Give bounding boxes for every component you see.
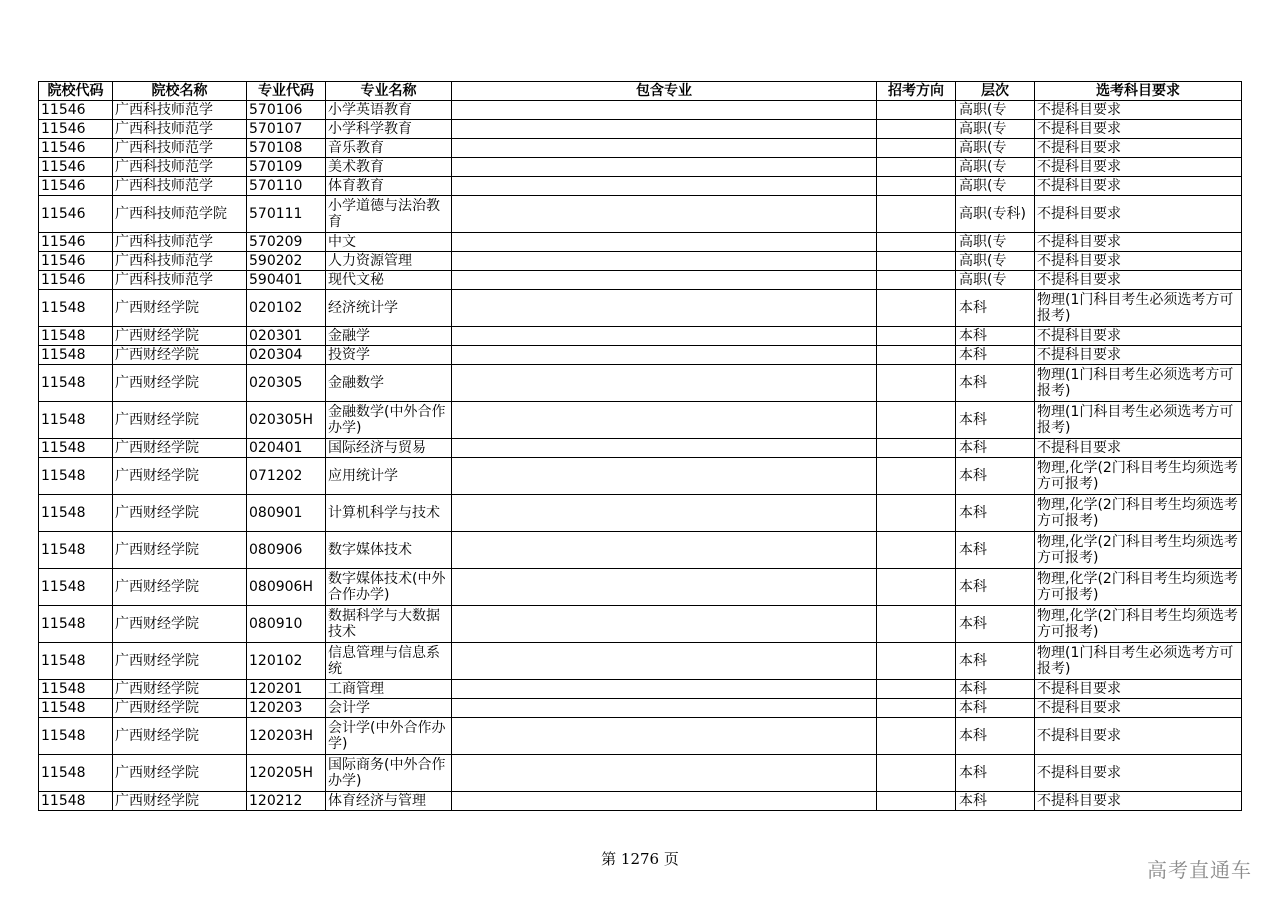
cell-major-code: 120201 <box>247 680 326 699</box>
cell-included-majors <box>452 402 877 439</box>
table-row <box>39 680 1242 699</box>
table-row <box>39 532 1242 569</box>
cell-direction <box>877 139 956 158</box>
cell-school-code: 11546 <box>39 196 113 233</box>
cell-school-code: 11548 <box>39 439 113 458</box>
cell-major-name: 工商管理 <box>326 680 452 699</box>
cell-school-name: 广西财经学院 <box>113 439 247 458</box>
cell-major-name: 数字媒体技术(中外合作办学) <box>326 569 452 606</box>
cell-subject-requirement: 物理,化学(2门科目考生均须选考方可报考) <box>1035 569 1242 606</box>
cell-major-name: 金融数学(中外合作办学) <box>326 402 452 439</box>
cell-included-majors <box>452 532 877 569</box>
cell-major-code: 120203 <box>247 699 326 718</box>
cell-direction <box>877 177 956 196</box>
cell-school-code: 11546 <box>39 158 113 177</box>
cell-major-code: 080906 <box>247 532 326 569</box>
cell-level: 高职(专 <box>956 177 1035 196</box>
cell-subject-requirement: 不提科目要求 <box>1035 139 1242 158</box>
cell-level: 本科 <box>956 290 1035 327</box>
cell-level: 本科 <box>956 346 1035 365</box>
cell-major-code: 020305H <box>247 402 326 439</box>
cell-subject-requirement: 不提科目要求 <box>1035 120 1242 139</box>
cell-school-name: 广西财经学院 <box>113 365 247 402</box>
cell-level: 本科 <box>956 755 1035 792</box>
cell-major-code: 570108 <box>247 139 326 158</box>
table-row <box>39 606 1242 643</box>
cell-major-code: 020305 <box>247 365 326 402</box>
cell-school-name: 广西财经学院 <box>113 699 247 718</box>
cell-school-code: 11548 <box>39 699 113 718</box>
admission-table <box>38 81 1242 811</box>
header-level: 层次 <box>956 82 1035 101</box>
cell-direction <box>877 532 956 569</box>
cell-direction <box>877 346 956 365</box>
cell-level: 高职(专 <box>956 271 1035 290</box>
cell-school-name: 广西财经学院 <box>113 290 247 327</box>
cell-major-code: 570110 <box>247 177 326 196</box>
cell-included-majors <box>452 439 877 458</box>
table-row <box>39 569 1242 606</box>
table-row <box>39 643 1242 680</box>
cell-included-majors <box>452 458 877 495</box>
cell-included-majors <box>452 327 877 346</box>
table-row <box>39 402 1242 439</box>
cell-school-name: 广西财经学院 <box>113 402 247 439</box>
cell-major-name: 音乐教育 <box>326 139 452 158</box>
cell-major-name: 体育经济与管理 <box>326 792 452 811</box>
table-row <box>39 233 1242 252</box>
cell-direction <box>877 718 956 755</box>
cell-subject-requirement: 不提科目要求 <box>1035 792 1242 811</box>
cell-school-name: 广西科技师范学 <box>113 139 247 158</box>
cell-direction <box>877 252 956 271</box>
cell-school-code: 11548 <box>39 402 113 439</box>
cell-major-name: 美术教育 <box>326 158 452 177</box>
table-row <box>39 120 1242 139</box>
table-row <box>39 271 1242 290</box>
cell-school-name: 广西财经学院 <box>113 569 247 606</box>
cell-major-code: 020401 <box>247 439 326 458</box>
cell-school-code: 11548 <box>39 346 113 365</box>
cell-included-majors <box>452 101 877 120</box>
header-row <box>39 82 1242 101</box>
cell-level: 本科 <box>956 680 1035 699</box>
cell-subject-requirement: 不提科目要求 <box>1035 699 1242 718</box>
cell-level: 本科 <box>956 532 1035 569</box>
page-number: 第 1276 页 <box>601 850 679 868</box>
cell-direction <box>877 569 956 606</box>
cell-level: 本科 <box>956 699 1035 718</box>
cell-subject-requirement: 不提科目要求 <box>1035 755 1242 792</box>
cell-major-code: 071202 <box>247 458 326 495</box>
cell-included-majors <box>452 606 877 643</box>
cell-included-majors <box>452 346 877 365</box>
cell-level: 本科 <box>956 792 1035 811</box>
cell-major-code: 120205H <box>247 755 326 792</box>
cell-subject-requirement: 物理(1门科目考生必须选考方可报考) <box>1035 643 1242 680</box>
cell-subject-requirement: 不提科目要求 <box>1035 680 1242 699</box>
cell-direction <box>877 271 956 290</box>
cell-school-name: 广西科技师范学 <box>113 101 247 120</box>
cell-direction <box>877 402 956 439</box>
cell-subject-requirement: 不提科目要求 <box>1035 439 1242 458</box>
cell-subject-requirement: 不提科目要求 <box>1035 158 1242 177</box>
cell-school-code: 11546 <box>39 101 113 120</box>
cell-level: 本科 <box>956 569 1035 606</box>
table-row <box>39 346 1242 365</box>
cell-major-code: 120203H <box>247 718 326 755</box>
table-body <box>39 101 1242 811</box>
cell-direction <box>877 458 956 495</box>
cell-school-code: 11548 <box>39 606 113 643</box>
cell-direction <box>877 643 956 680</box>
cell-subject-requirement: 不提科目要求 <box>1035 196 1242 233</box>
cell-school-code: 11548 <box>39 290 113 327</box>
header-major-name: 专业名称 <box>326 82 452 101</box>
cell-school-name: 广西科技师范学院 <box>113 196 247 233</box>
cell-subject-requirement: 不提科目要求 <box>1035 271 1242 290</box>
header-school-name: 院校名称 <box>113 82 247 101</box>
table-row <box>39 139 1242 158</box>
table-row <box>39 252 1242 271</box>
cell-direction <box>877 680 956 699</box>
cell-subject-requirement: 物理,化学(2门科目考生均须选考方可报考) <box>1035 606 1242 643</box>
cell-school-code: 11548 <box>39 792 113 811</box>
table-row <box>39 458 1242 495</box>
table-row <box>39 365 1242 402</box>
table-row <box>39 718 1242 755</box>
cell-included-majors <box>452 755 877 792</box>
cell-included-majors <box>452 643 877 680</box>
cell-level: 高职(专 <box>956 139 1035 158</box>
cell-school-name: 广西财经学院 <box>113 495 247 532</box>
cell-subject-requirement: 不提科目要求 <box>1035 346 1242 365</box>
table-row <box>39 290 1242 327</box>
cell-major-name: 现代文秘 <box>326 271 452 290</box>
cell-direction <box>877 158 956 177</box>
cell-major-name: 会计学 <box>326 699 452 718</box>
cell-major-name: 国际经济与贸易 <box>326 439 452 458</box>
cell-major-name: 国际商务(中外合作办学) <box>326 755 452 792</box>
cell-school-name: 广西财经学院 <box>113 346 247 365</box>
cell-subject-requirement: 物理,化学(2门科目考生均须选考方可报考) <box>1035 532 1242 569</box>
cell-school-name: 广西财经学院 <box>113 643 247 680</box>
cell-level: 高职(专 <box>956 120 1035 139</box>
table-row <box>39 699 1242 718</box>
cell-direction <box>877 233 956 252</box>
table-row <box>39 177 1242 196</box>
cell-major-code: 590401 <box>247 271 326 290</box>
cell-direction <box>877 606 956 643</box>
cell-subject-requirement: 物理,化学(2门科目考生均须选考方可报考) <box>1035 458 1242 495</box>
header-subject-requirement: 选考科目要求 <box>1035 82 1242 101</box>
cell-school-code: 11548 <box>39 643 113 680</box>
cell-subject-requirement: 物理(1门科目考生必须选考方可报考) <box>1035 290 1242 327</box>
cell-included-majors <box>452 158 877 177</box>
cell-school-name: 广西科技师范学 <box>113 177 247 196</box>
cell-direction <box>877 755 956 792</box>
cell-direction <box>877 495 956 532</box>
cell-subject-requirement: 物理(1门科目考生必须选考方可报考) <box>1035 402 1242 439</box>
cell-school-name: 广西科技师范学 <box>113 158 247 177</box>
cell-major-code: 570107 <box>247 120 326 139</box>
cell-school-name: 广西科技师范学 <box>113 233 247 252</box>
table-row <box>39 495 1242 532</box>
cell-subject-requirement: 不提科目要求 <box>1035 718 1242 755</box>
cell-school-name: 广西财经学院 <box>113 718 247 755</box>
cell-school-code: 11546 <box>39 271 113 290</box>
cell-direction <box>877 792 956 811</box>
cell-level: 本科 <box>956 365 1035 402</box>
cell-level: 本科 <box>956 606 1035 643</box>
cell-school-code: 11546 <box>39 233 113 252</box>
cell-level: 本科 <box>956 718 1035 755</box>
cell-included-majors <box>452 365 877 402</box>
cell-major-name: 金融数学 <box>326 365 452 402</box>
cell-major-name: 计算机科学与技术 <box>326 495 452 532</box>
cell-included-majors <box>452 290 877 327</box>
table-row <box>39 755 1242 792</box>
cell-level: 高职(专 <box>956 158 1035 177</box>
cell-included-majors <box>452 495 877 532</box>
cell-major-name: 小学科学教育 <box>326 120 452 139</box>
cell-direction <box>877 101 956 120</box>
table-row <box>39 792 1242 811</box>
cell-major-code: 020304 <box>247 346 326 365</box>
cell-level: 高职(专 <box>956 233 1035 252</box>
cell-major-name: 信息管理与信息系统 <box>326 643 452 680</box>
cell-level: 本科 <box>956 402 1035 439</box>
cell-major-name: 数字媒体技术 <box>326 532 452 569</box>
cell-included-majors <box>452 699 877 718</box>
table-row <box>39 158 1242 177</box>
cell-subject-requirement: 不提科目要求 <box>1035 233 1242 252</box>
cell-school-code: 11546 <box>39 252 113 271</box>
cell-school-name: 广西财经学院 <box>113 680 247 699</box>
cell-major-name: 应用统计学 <box>326 458 452 495</box>
cell-school-name: 广西科技师范学 <box>113 252 247 271</box>
cell-major-name: 小学道德与法治教育 <box>326 196 452 233</box>
cell-direction <box>877 327 956 346</box>
cell-direction <box>877 290 956 327</box>
cell-major-code: 570111 <box>247 196 326 233</box>
cell-major-code: 080901 <box>247 495 326 532</box>
cell-school-code: 11546 <box>39 139 113 158</box>
cell-subject-requirement: 不提科目要求 <box>1035 327 1242 346</box>
cell-included-majors <box>452 139 877 158</box>
cell-major-name: 会计学(中外合作办学) <box>326 718 452 755</box>
cell-school-name: 广西财经学院 <box>113 458 247 495</box>
table-row <box>39 327 1242 346</box>
cell-included-majors <box>452 233 877 252</box>
cell-level: 高职(专 <box>956 101 1035 120</box>
cell-direction <box>877 365 956 402</box>
cell-school-code: 11548 <box>39 569 113 606</box>
cell-school-name: 广西科技师范学 <box>113 120 247 139</box>
cell-school-code: 11548 <box>39 495 113 532</box>
cell-major-name: 数据科学与大数据技术 <box>326 606 452 643</box>
cell-subject-requirement: 不提科目要求 <box>1035 177 1242 196</box>
cell-direction <box>877 699 956 718</box>
cell-direction <box>877 439 956 458</box>
table-row <box>39 439 1242 458</box>
cell-major-code: 120212 <box>247 792 326 811</box>
cell-major-name: 中文 <box>326 233 452 252</box>
cell-school-name: 广西财经学院 <box>113 755 247 792</box>
cell-school-name: 广西财经学院 <box>113 532 247 569</box>
cell-school-code: 11548 <box>39 327 113 346</box>
cell-major-name: 体育教育 <box>326 177 452 196</box>
cell-major-code: 590202 <box>247 252 326 271</box>
cell-school-code: 11548 <box>39 458 113 495</box>
cell-school-name: 广西财经学院 <box>113 327 247 346</box>
cell-major-name: 小学英语教育 <box>326 101 452 120</box>
cell-school-code: 11548 <box>39 365 113 402</box>
cell-school-code: 11548 <box>39 532 113 569</box>
cell-school-code: 11548 <box>39 718 113 755</box>
cell-school-code: 11548 <box>39 755 113 792</box>
cell-included-majors <box>452 252 877 271</box>
cell-school-name: 广西科技师范学 <box>113 271 247 290</box>
cell-subject-requirement: 不提科目要求 <box>1035 101 1242 120</box>
header-included-majors: 包含专业 <box>452 82 877 101</box>
cell-subject-requirement: 不提科目要求 <box>1035 252 1242 271</box>
cell-included-majors <box>452 271 877 290</box>
cell-school-name: 广西财经学院 <box>113 792 247 811</box>
header-major-code: 专业代码 <box>247 82 326 101</box>
cell-level: 本科 <box>956 439 1035 458</box>
watermark-text: 高考直通车 <box>1147 858 1252 882</box>
cell-included-majors <box>452 120 877 139</box>
cell-major-code: 020301 <box>247 327 326 346</box>
cell-major-code: 020102 <box>247 290 326 327</box>
table-row <box>39 196 1242 233</box>
cell-school-code: 11546 <box>39 177 113 196</box>
header-direction: 招考方向 <box>877 82 956 101</box>
cell-major-name: 人力资源管理 <box>326 252 452 271</box>
cell-level: 本科 <box>956 643 1035 680</box>
cell-included-majors <box>452 792 877 811</box>
cell-major-name: 经济统计学 <box>326 290 452 327</box>
header-school-code: 院校代码 <box>39 82 113 101</box>
cell-level: 本科 <box>956 495 1035 532</box>
cell-major-code: 080910 <box>247 606 326 643</box>
cell-included-majors <box>452 196 877 233</box>
cell-subject-requirement: 物理,化学(2门科目考生均须选考方可报考) <box>1035 495 1242 532</box>
cell-level: 本科 <box>956 458 1035 495</box>
cell-level: 本科 <box>956 327 1035 346</box>
cell-school-name: 广西财经学院 <box>113 606 247 643</box>
cell-school-code: 11546 <box>39 120 113 139</box>
cell-level: 高职(专科) <box>956 196 1035 233</box>
cell-school-code: 11548 <box>39 680 113 699</box>
table-row <box>39 101 1242 120</box>
cell-major-code: 570106 <box>247 101 326 120</box>
cell-major-code: 080906H <box>247 569 326 606</box>
cell-subject-requirement: 物理(1门科目考生必须选考方可报考) <box>1035 365 1242 402</box>
cell-included-majors <box>452 718 877 755</box>
cell-major-name: 投资学 <box>326 346 452 365</box>
cell-major-name: 金融学 <box>326 327 452 346</box>
cell-included-majors <box>452 569 877 606</box>
cell-direction <box>877 120 956 139</box>
cell-direction <box>877 196 956 233</box>
cell-level: 高职(专 <box>956 252 1035 271</box>
cell-included-majors <box>452 177 877 196</box>
cell-major-code: 570209 <box>247 233 326 252</box>
cell-major-code: 120102 <box>247 643 326 680</box>
cell-major-code: 570109 <box>247 158 326 177</box>
cell-included-majors <box>452 680 877 699</box>
